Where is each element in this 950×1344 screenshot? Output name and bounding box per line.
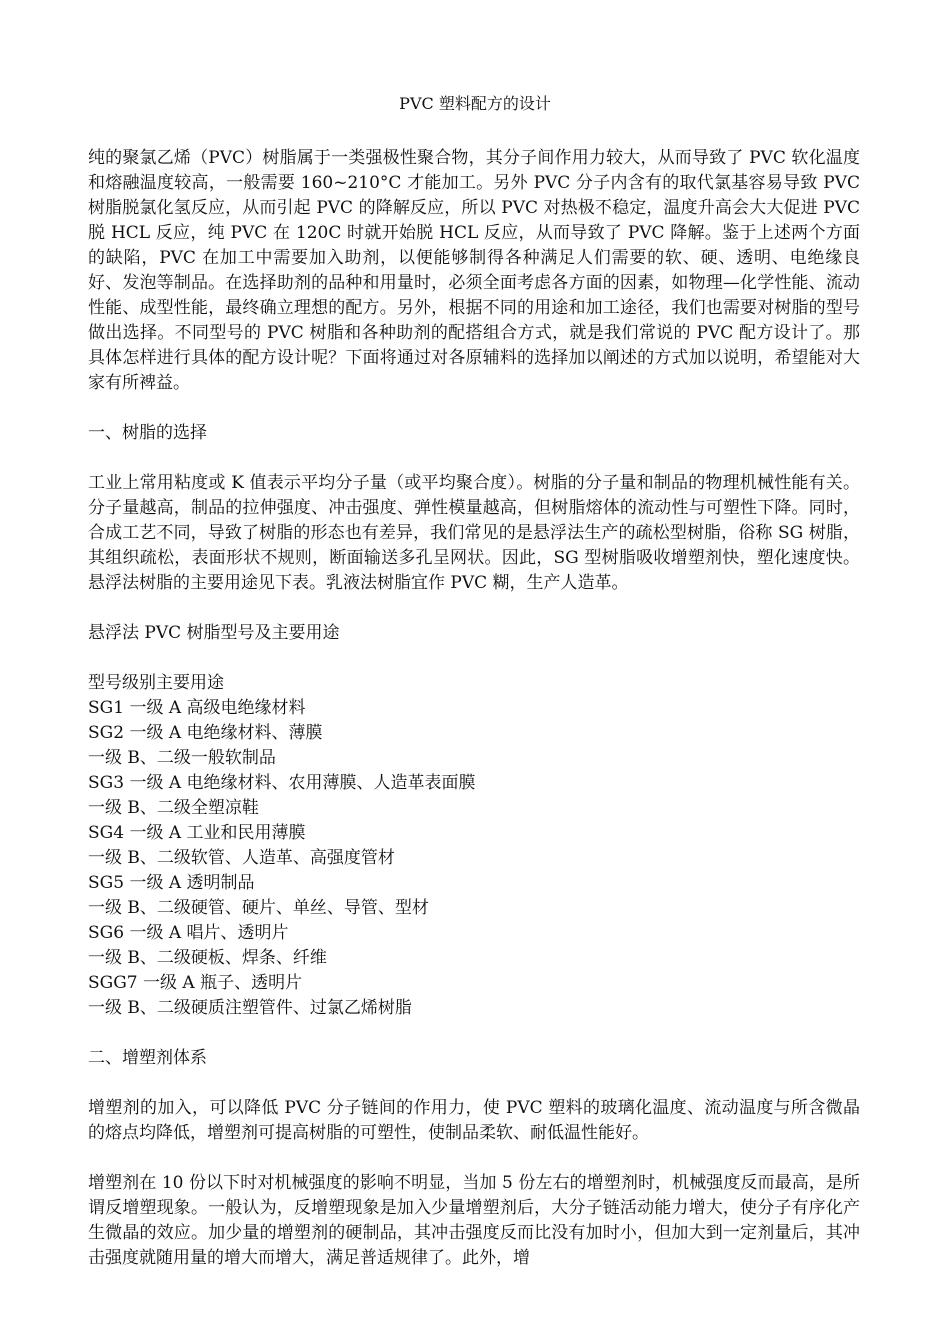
- plasticizer-paragraph-1: 增塑剂的加入，可以降低 PVC 分子链间的作用力，使 PVC 塑料的玻璃化温度、流动温度与所含微晶的熔点均降低，增塑剂可提高树脂的可塑性，使制品柔软、耐低温性能好。: [88, 1098, 860, 1143]
- intro-paragraph: 纯的聚氯乙烯（PVC）树脂属于一类强极性聚合物，其分子间作用力较大，从而导致了 PVC 软化温度和熔融温度较高，一般需要 160~210°C 才能加工。另外 PVC 分子内含有的取代氯基容易导致 PVC 树脂脱氯化氢反应，从而引起 PVC 的降解反应，所以 PVC 对热极不稳定，温度升高会大大促进 PVC 脱 HCL 反应，纯 PVC 在 120C 时就开始脱 HCL 反应，从而导致了 PVC 降解。鉴于上述两个方面的缺陷，PVC 在加工中需要加入助剂，以便能够制得各种满足人们需要的软、硬、透明、电绝缘良好、发泡等制品。在选择助剂的品种和用量时，必须全面考虑各方面的因素，如物理—化学性能、流动性能、成型性能，最终确立理想的配方。另外，根据不同的用途和加工途径，我们也需要对树脂的型号做出选择。不同型号的 PVC 树脂和各种助剂的配搭组合方式，就是我们常说的 PVC 配方设计了。那具体怎样进行具体的配方设计呢？下面将通过对各原辅料的选择加以阐述的方式加以说明，希望能对大家有所裨益。: [88, 148, 860, 393]
- list-item: 一级 B、二级软管、人造革、高强度管材: [88, 848, 395, 868]
- resin-paragraph: 工业上常用粘度或 K 值表示平均分子量（或平均聚合度）。树脂的分子量和制品的物理机械性能有关。分子量越高，制品的拉伸强度、冲击强度、弹性模量越高，但树脂熔体的流动性与可塑性下降。同时，合成工艺不同，导致了树脂的形态也有差异，我们常见的是悬浮法生产的疏松型树脂，俗称 SG 树脂，其组织疏松，表面形状不规则，断面输送多孔呈网状。因此，SG 型树脂吸收增塑剂快，塑化速度快。悬浮法树脂的主要用途见下表。乳液法树脂宜作 PVC 糊，生产人造革。: [88, 473, 860, 593]
- plasticizer-paragraph-2: 增塑剂在 10 份以下时对机械强度的影响不明显，当加 5 份左右的增塑剂时，机械强度反而最高，是所谓反增塑现象。一般认为，反增塑现象是加入少量增塑剂后，大分子链活动能力增大，使分子有序化产生微晶的效应。加少量的增塑剂的硬制品，其冲击强度反而比没有加时小，但加大到一定剂量后，其冲击强度就随用量的增大而增大，满足普适规律了。此外，增: [88, 1173, 860, 1268]
- list-item: SG2 一级 A 电绝缘材料、薄膜: [88, 723, 323, 743]
- list-item: SG4 一级 A 工业和民用薄膜: [88, 823, 306, 843]
- list-item: 一级 B、二级硬板、焊条、纤维: [88, 948, 327, 968]
- section-heading-resin: 一、树脂的选择: [88, 423, 207, 443]
- list-item: 一级 B、二级全塑凉鞋: [88, 798, 259, 818]
- section-heading-plasticizer: 二、增塑剂体系: [88, 1048, 207, 1068]
- resin-grade-list: [88, 671, 860, 1021]
- resin-table-caption: 悬浮法 PVC 树脂型号及主要用途: [88, 623, 340, 643]
- list-item: SGG7 一级 A 瓶子、透明片: [88, 973, 303, 993]
- list-item: 一级 B、二级硬质注塑管件、过氯乙烯树脂: [88, 998, 412, 1018]
- list-item: SG6 一级 A 唱片、透明片: [88, 923, 289, 943]
- list-item: SG3 一级 A 电绝缘材料、农用薄膜、人造革表面膜: [88, 773, 476, 793]
- list-item: SG5 一级 A 透明制品: [88, 873, 255, 893]
- list-item: 一级 B、二级一般软制品: [88, 748, 276, 768]
- list-item: SG1 一级 A 高级电绝缘材料: [88, 698, 306, 718]
- list-item: 型号级别主要用途: [88, 673, 224, 693]
- document-body: [88, 146, 860, 1271]
- document-title: PVC 塑料配方的设计: [399, 94, 551, 113]
- list-item: 一级 B、二级硬管、硬片、单丝、导管、型材: [88, 898, 429, 918]
